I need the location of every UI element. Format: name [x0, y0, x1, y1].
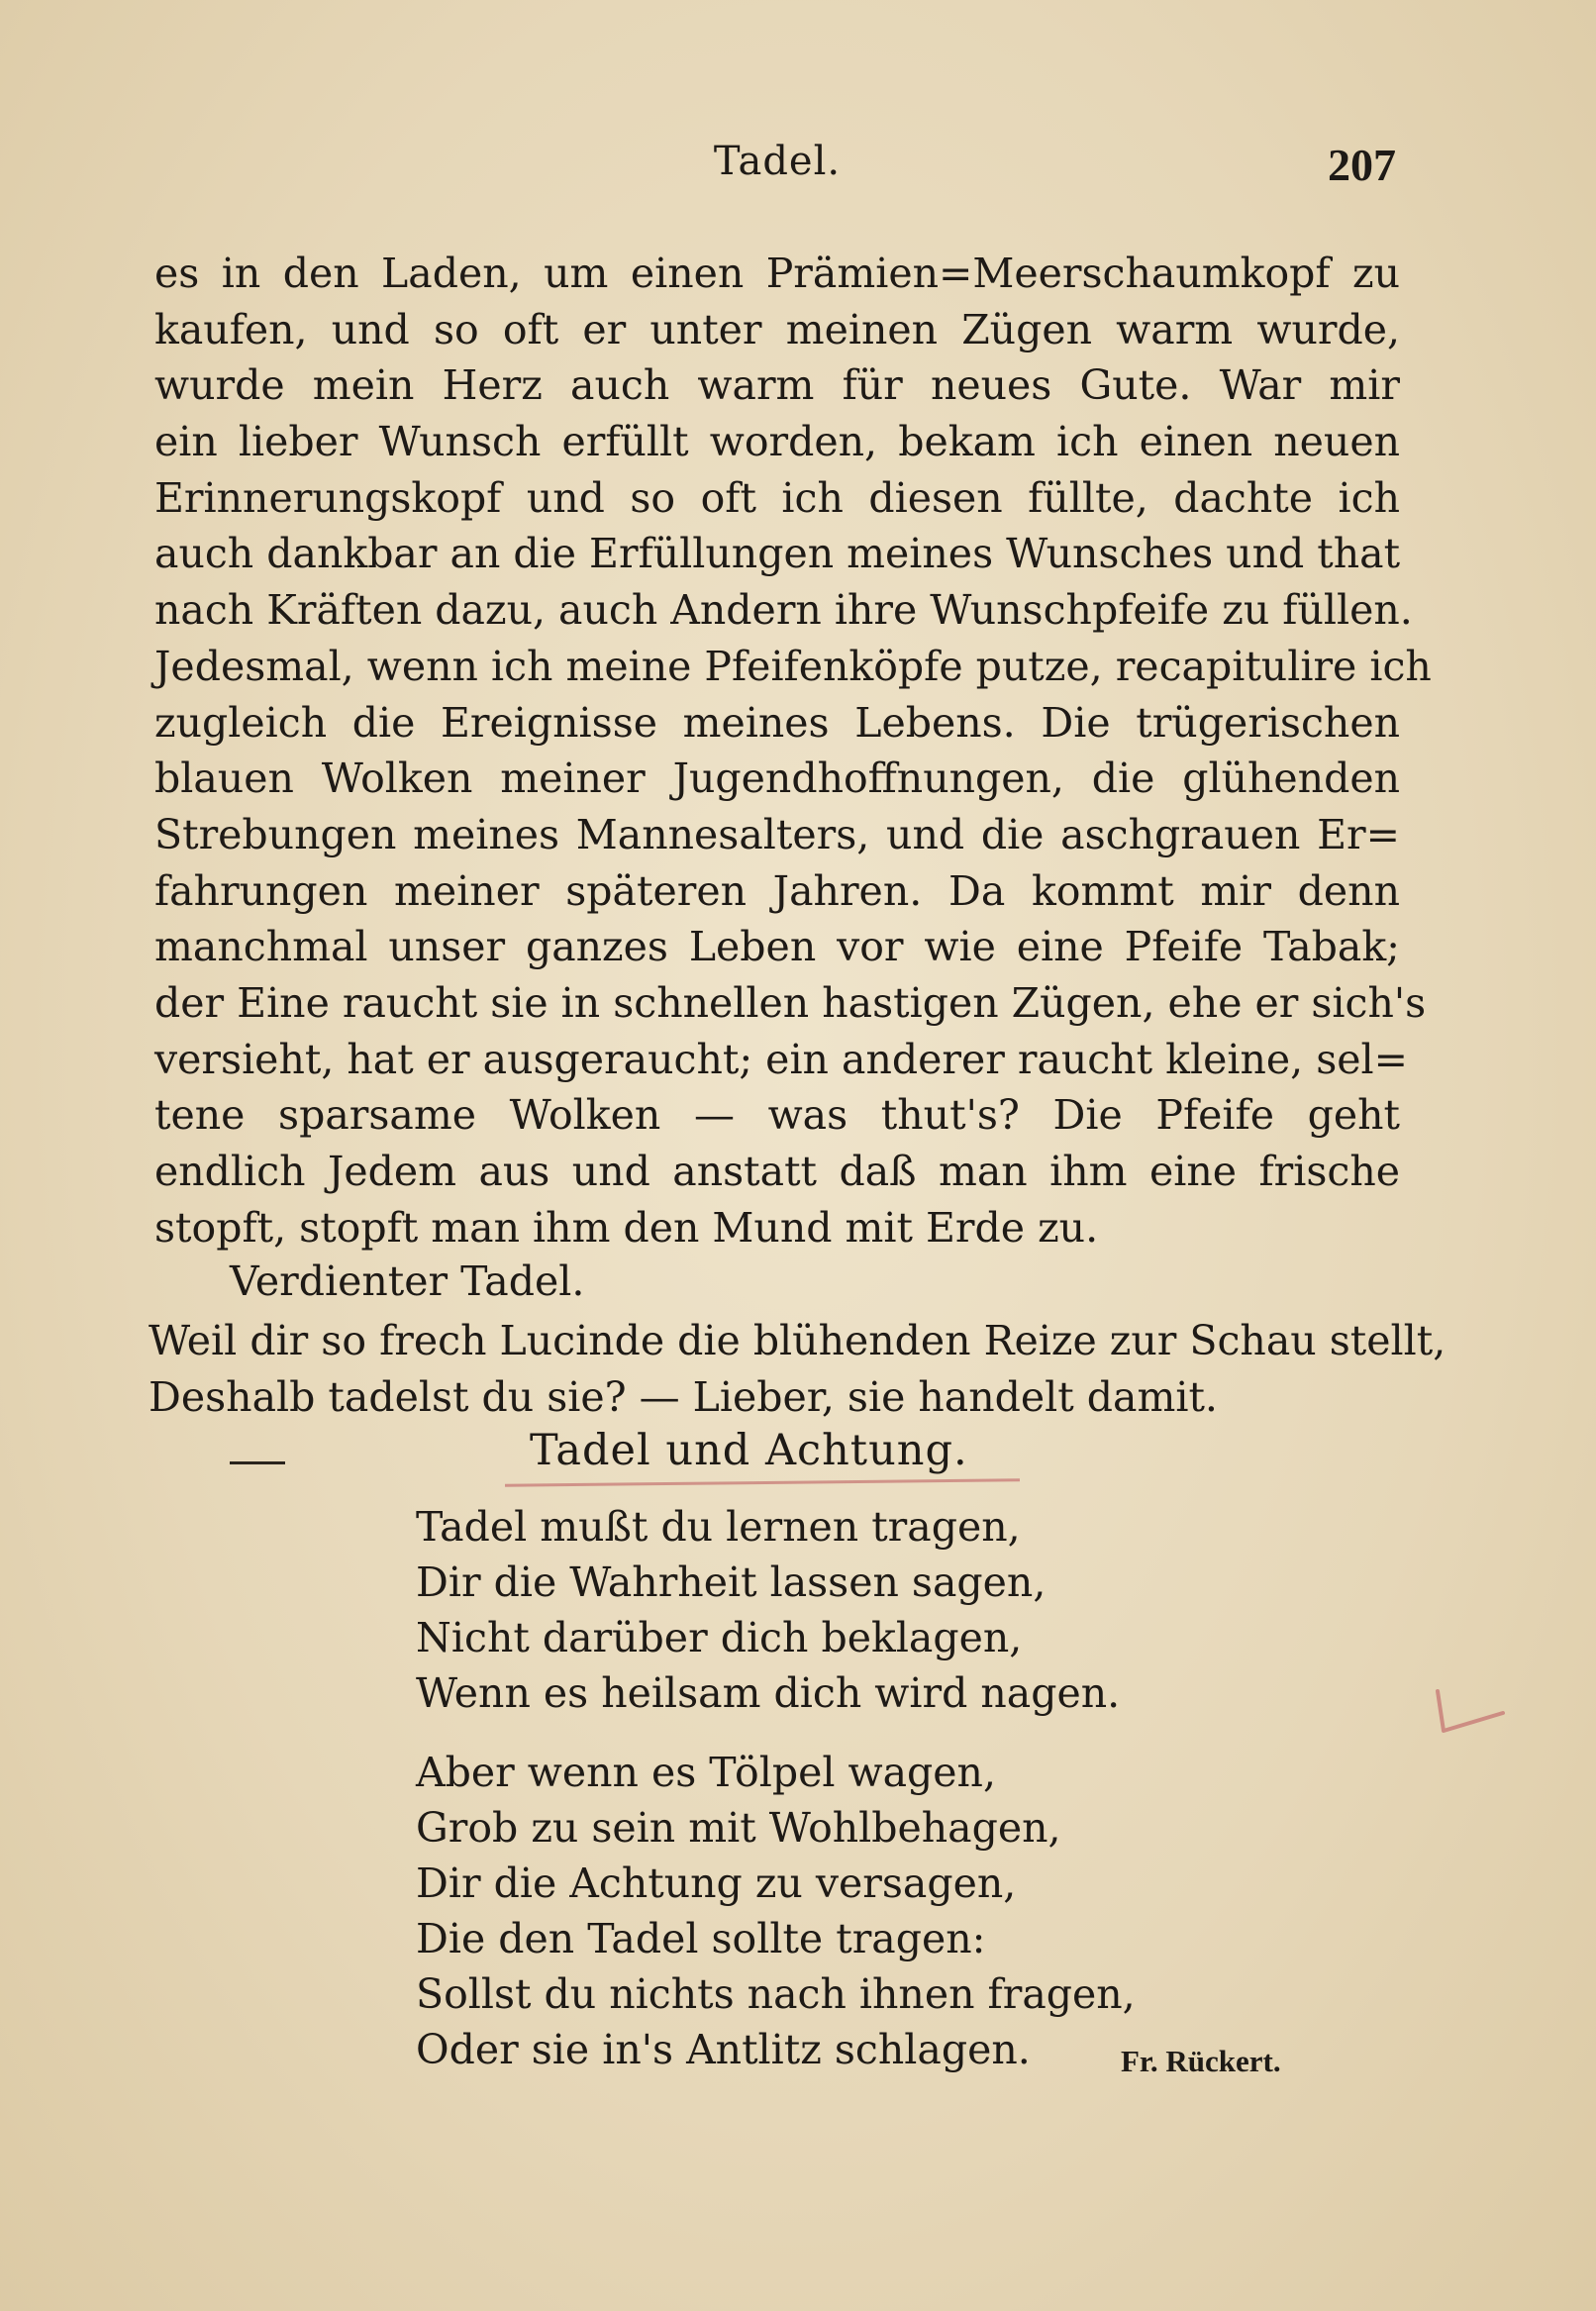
prose-line: es in den Laden, um einen Prämien=Meerschaumkopf zu: [154, 250, 1400, 297]
prose-line: tene sparsame Wolken — was thut's? Die Pfeife geht: [154, 1091, 1400, 1140]
poem-line: Dir die Achtung zu versagen,: [416, 1859, 1017, 1907]
prose-line: ein lieber Wunsch erfüllt worden, bekam ich einen neuen: [154, 418, 1400, 466]
prose-line: manchmal unser ganzes Leben vor wie eine Pfeife Tabak;: [154, 923, 1400, 971]
prose-line: wurde mein Herz auch warm für neues Gute. War mir: [154, 361, 1400, 410]
pencil-check-mark: [1434, 1683, 1513, 1743]
epigram-line: Weil dir so frech Lucinde die blühenden Reize zur Schau stellt,: [149, 1317, 1446, 1364]
epigram-line: Deshalb tadelst du sie? — Lieber, sie handelt damit.: [149, 1373, 1218, 1421]
poem-line: Die den Tadel sollte tragen:: [416, 1915, 986, 1962]
prose-line: zugleich die Ereignisse meines Lebens. Die trügerischen: [154, 698, 1400, 747]
page-number: 207: [1328, 140, 1396, 190]
prose-line: Erinnerungskopf und so oft ich diesen füllte, dachte ich: [154, 473, 1400, 522]
poem-title: Tadel und Achtung.: [530, 1426, 968, 1475]
poem-stanza-2: [416, 1745, 1136, 2077]
prose-line: Jedesmal, wenn ich meine Pfeifenköpfe putze, recapitulire ich: [154, 642, 1432, 690]
poem-line: Dir die Wahrheit lassen sagen,: [416, 1558, 1047, 1606]
prose-line: fahrungen meiner späteren Jahren. Da kommt mir denn: [154, 866, 1400, 915]
poem-author: Fr. Rückert.: [1121, 2044, 1281, 2078]
poem-line: Aber wenn es Tölpel wagen,: [416, 1749, 996, 1796]
epigram: [149, 1313, 1446, 1426]
prose-line: der Eine raucht sie in schnellen hastigen Zügen, ehe er sich's: [154, 978, 1427, 1027]
poem-line: Tadel mußt du lernen tragen,: [416, 1503, 1021, 1551]
poem-line: Sollst du nichts nach ihnen fragen,: [416, 1970, 1136, 2018]
pencil-underline: [505, 1478, 1020, 1486]
prose-line: nach Kräften dazu, auch Andern ihre Wunschpfeife zu füllen.: [154, 586, 1413, 635]
section-dash: [230, 1461, 285, 1464]
poem-line: Wenn es heilsam dich wird nagen.: [416, 1669, 1121, 1717]
prose-line: versieht, hat er ausgeraucht; ein anderer raucht kleine, sel=: [154, 1035, 1409, 1083]
poem-line: Grob zu sein mit Wohlbehagen,: [416, 1804, 1061, 1852]
prose-line: endlich Jedem aus und anstatt daß man ihm eine frische: [154, 1148, 1400, 1195]
poem-line: Nicht darüber dich beklagen,: [416, 1614, 1023, 1661]
prose-paragraph: [154, 246, 1432, 1256]
epigram-title: Verdienter Tadel.: [230, 1257, 585, 1305]
prose-line: blauen Wolken meiner Jugendhoffnungen, die glühenden: [154, 754, 1400, 803]
prose-line: stopft, stopft man ihm den Mund mit Erde zu.: [154, 1203, 1099, 1252]
prose-line: kaufen, und so oft er unter meinen Zügen warm wurde,: [154, 305, 1400, 353]
poem-line: Oder sie in's Antlitz schlagen.: [416, 2026, 1031, 2073]
poem-stanza-1: [416, 1499, 1120, 1721]
prose-line: auch dankbar an die Erfüllungen meines Wunsches und that: [154, 530, 1401, 578]
running-head: [158, 139, 1396, 198]
prose-line: Strebungen meines Mannesalters, und die aschgrauen Er=: [154, 810, 1400, 858]
running-title: Tadel.: [713, 139, 842, 184]
